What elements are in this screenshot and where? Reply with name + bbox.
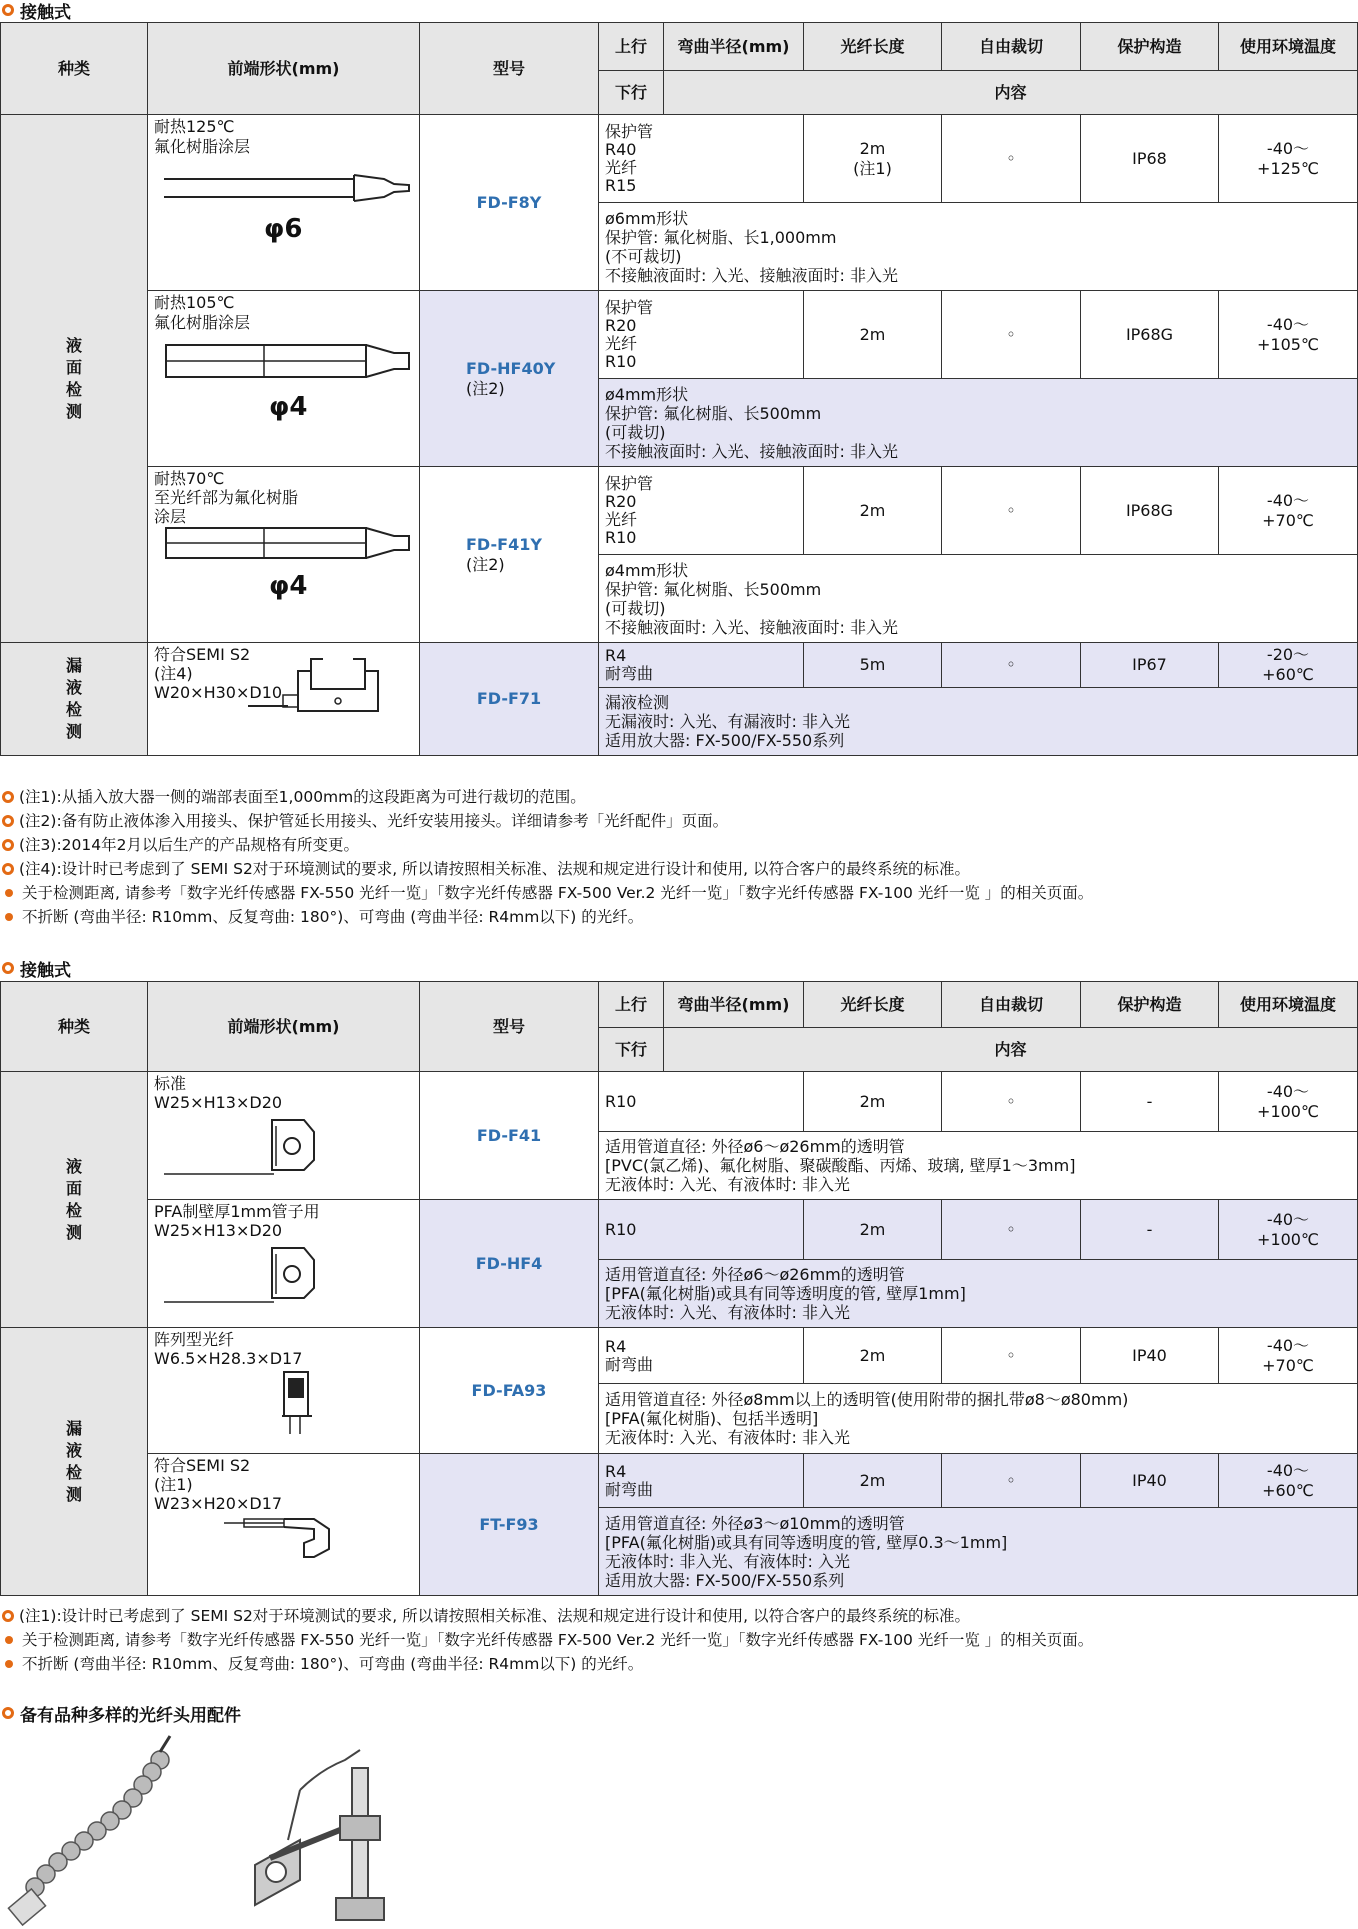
protect-cell: IP40 bbox=[1081, 1454, 1219, 1508]
header-upper: 上行 bbox=[599, 982, 664, 1028]
header-model: 型号 bbox=[420, 23, 599, 115]
fiber-accessories-illustration bbox=[0, 1730, 420, 1926]
content-cell: 适用管道直径: 外径ø8mm以上的透明管(使用附带的捆扎带ø8～ø80mm) [PFA(氟化树脂)、包括半透明] 无液体时: 入光、有液体时: 非入光 bbox=[599, 1384, 1358, 1454]
header-lower: 下行 bbox=[599, 71, 664, 115]
header-protect: 保护构造 bbox=[1081, 23, 1219, 71]
note-item: (注1):设计时已考虑到了 SEMI S2对于环境测试的要求, 所以请按照相关标准、法规和规定进行设计和使用, 以符合客户的最终系统的标准。 bbox=[0, 1604, 1093, 1628]
length-cell: 2m (注1) bbox=[804, 115, 942, 203]
shape-cell: PFA制壁厚1mm管子用 W25×H13×D20 bbox=[148, 1200, 420, 1328]
section3-title: 备有品种多样的光纤头用配件 bbox=[0, 1703, 241, 1723]
header-kind: 种类 bbox=[1, 23, 148, 115]
bend-cell: 保护管 R20 光纤 R10 bbox=[599, 291, 804, 379]
cut-cell: ◦ bbox=[942, 1328, 1081, 1384]
shape-cell: 耐热125℃ 氟化树脂涂层 φ6 bbox=[148, 115, 420, 291]
env-cell: -40～ +105℃ bbox=[1219, 291, 1358, 379]
dot-bullet-icon bbox=[5, 1660, 13, 1668]
dot-bullet-icon bbox=[5, 1636, 13, 1644]
probe-drawing-f8y bbox=[154, 157, 414, 247]
env-cell: -40～ +100℃ bbox=[1219, 1200, 1358, 1260]
bend-cell: R4 耐弯曲 bbox=[599, 643, 804, 688]
diameter-label: φ4 bbox=[269, 392, 308, 422]
header-upper: 上行 bbox=[599, 23, 664, 71]
model-fd-f71[interactable]: FD-F71 bbox=[476, 689, 542, 708]
content-cell: ø4mm形状 保护管: 氟化树脂、长500mm (可裁切) 不接触液面时: 入光、接触液面时: 非入光 bbox=[599, 379, 1358, 467]
model-cell bbox=[420, 1454, 599, 1596]
bend-cell: R4 耐弯曲 bbox=[599, 1454, 804, 1508]
model-fd-fa93[interactable]: FD-FA93 bbox=[471, 1380, 547, 1400]
length-cell: 2m bbox=[804, 1328, 942, 1384]
env-cell: -40～ +70℃ bbox=[1219, 467, 1358, 555]
model-cell bbox=[420, 1328, 599, 1454]
model-cell bbox=[420, 643, 599, 756]
note-item: 关于检测距离, 请参考「数字光纤传感器 FX-550 光纤一览」「数字光纤传感器 FX-500 Ver.2 光纤一览」「数字光纤传感器 FX-100 光纤一览 」的相关页面。 bbox=[0, 881, 1093, 905]
protect-cell: - bbox=[1081, 1200, 1219, 1260]
dot-bullet-icon bbox=[5, 913, 13, 921]
circle-bullet-icon bbox=[2, 1610, 14, 1622]
cut-cell: ◦ bbox=[942, 467, 1081, 555]
bend-cell: R10 bbox=[599, 1200, 804, 1260]
header-protect: 保护构造 bbox=[1081, 982, 1219, 1028]
bend-cell: 保护管 R40 光纤 R15 bbox=[599, 115, 804, 203]
sensor-drawing-ft-f93 bbox=[154, 1513, 354, 1573]
note-item: (注2):备有防止液体渗入用接头、保护管延长用接头、光纤安装用接头。详细请参考「光纤配件」页面。 bbox=[0, 809, 1093, 833]
section1-title: 接触式 bbox=[0, 0, 71, 20]
note-item: (注3):2014年2月以后生产的产品规格有所变更。 bbox=[0, 833, 1093, 857]
model-cell: FD-F41Y (注2) bbox=[420, 467, 599, 643]
note-item: 关于检测距离, 请参考「数字光纤传感器 FX-550 光纤一览」「数字光纤传感器 FX-500 Ver.2 光纤一览」「数字光纤传感器 FX-100 光纤一览 」的相关页面。 bbox=[0, 1628, 1093, 1652]
category-liquid: 液面检测 bbox=[1, 1072, 148, 1328]
header-bend: 弯曲半径(mm) bbox=[664, 982, 804, 1028]
model-ft-f93[interactable]: FT-F93 bbox=[479, 1514, 539, 1534]
header-shape: 前端形状(mm) bbox=[148, 23, 420, 115]
cut-cell: ◦ bbox=[942, 1200, 1081, 1260]
protect-cell: IP68G bbox=[1081, 467, 1219, 555]
category-leak: 漏液检测 bbox=[1, 1328, 148, 1596]
circle-bullet-icon bbox=[2, 1707, 14, 1719]
dot-bullet-icon bbox=[5, 889, 13, 897]
header-content: 内容 bbox=[664, 71, 1358, 115]
note-item: 不折断 (弯曲半径: R10mm、反复弯曲: 180°)、可弯曲 (弯曲半径: R4mm以下) 的光纤。 bbox=[0, 1652, 1093, 1676]
content-cell: ø4mm形状 保护管: 氟化树脂、长500mm (可裁切) 不接触液面时: 入光、接触液面时: 非入光 bbox=[599, 555, 1358, 643]
probe-drawing-hf40y bbox=[154, 333, 414, 423]
cut-cell: ◦ bbox=[942, 1454, 1081, 1508]
header-bend: 弯曲半径(mm) bbox=[664, 23, 804, 71]
bend-cell: R4 耐弯曲 bbox=[599, 1328, 804, 1384]
circle-bullet-icon bbox=[2, 4, 14, 16]
bend-cell: R10 bbox=[599, 1072, 804, 1132]
note-item: (注1):从插入放大器一侧的端部表面至1,000mm的这段距离为可进行裁切的范围。 bbox=[0, 785, 1093, 809]
header-env: 使用环境温度 bbox=[1219, 23, 1358, 71]
cut-cell: ◦ bbox=[942, 291, 1081, 379]
model-fd-f41[interactable]: FD-F41 bbox=[476, 1125, 542, 1145]
diameter-label: φ4 bbox=[269, 571, 308, 601]
model-cell bbox=[420, 115, 599, 291]
spec-table-1 bbox=[0, 22, 1358, 756]
note-item: 不折断 (弯曲半径: R10mm、反复弯曲: 180°)、可弯曲 (弯曲半径: R4mm以下) 的光纤。 bbox=[0, 905, 1093, 929]
env-cell: -40～ +60℃ bbox=[1219, 1454, 1358, 1508]
cut-cell: ◦ bbox=[942, 643, 1081, 688]
model-fd-f8y[interactable]: FD-F8Y bbox=[476, 192, 542, 212]
header-length: 光纤长度 bbox=[804, 23, 942, 71]
header-length: 光纤长度 bbox=[804, 982, 942, 1028]
shape-cell: 耐热105℃ 氟化树脂涂层 φ4 bbox=[148, 291, 420, 467]
env-cell: -40～ +125℃ bbox=[1219, 115, 1358, 203]
shape-cell: 符合SEMI S2 (注4) W20×H30×D10 bbox=[148, 643, 420, 756]
header-kind: 种类 bbox=[1, 982, 148, 1072]
length-cell: 5m bbox=[804, 643, 942, 688]
circle-bullet-icon bbox=[2, 839, 14, 851]
cut-cell: ◦ bbox=[942, 115, 1081, 203]
model-fd-hf40y[interactable]: FD-HF40Y bbox=[466, 358, 556, 378]
length-cell: 2m bbox=[804, 1200, 942, 1260]
model-fd-hf4[interactable]: FD-HF4 bbox=[475, 1253, 543, 1273]
content-cell: 适用管道直径: 外径ø6～ø26mm的透明管 [PFA(氟化树脂)或具有同等透明度的管, 壁厚1mm] 无液体时: 入光、有液体时: 非入光 bbox=[599, 1260, 1358, 1328]
sensor-drawing-f71 bbox=[283, 651, 413, 737]
protect-cell: IP40 bbox=[1081, 1328, 1219, 1384]
category-leak: 漏液检测 bbox=[1, 643, 148, 756]
protect-cell: IP67 bbox=[1081, 643, 1219, 688]
model-fd-f41y[interactable]: FD-F41Y bbox=[466, 534, 542, 554]
sensor-drawing-fa93 bbox=[154, 1368, 354, 1438]
length-cell: 2m bbox=[804, 291, 942, 379]
probe-drawing-f41y bbox=[154, 526, 414, 600]
protect-cell: IP68G bbox=[1081, 291, 1219, 379]
env-cell: -20～ +60℃ bbox=[1219, 643, 1358, 688]
protect-cell: - bbox=[1081, 1072, 1219, 1132]
length-cell: 2m bbox=[804, 467, 942, 555]
header-model: 型号 bbox=[420, 982, 599, 1072]
env-cell: -40～ +70℃ bbox=[1219, 1328, 1358, 1384]
circle-bullet-icon bbox=[2, 791, 14, 803]
model-cell: FD-HF40Y (注2) bbox=[420, 291, 599, 467]
circle-bullet-icon bbox=[2, 863, 14, 875]
notes-2 bbox=[0, 1604, 1093, 1676]
spec-table-2 bbox=[0, 981, 1358, 1596]
header-content: 内容 bbox=[664, 1028, 1358, 1072]
sensor-drawing-f41 bbox=[154, 1112, 354, 1182]
bend-cell: 保护管 R20 光纤 R10 bbox=[599, 467, 804, 555]
length-cell: 2m bbox=[804, 1072, 942, 1132]
notes-1 bbox=[0, 785, 1093, 929]
diameter-label: φ6 bbox=[264, 214, 303, 244]
header-cut: 自由裁切 bbox=[942, 23, 1081, 71]
category-liquid: 液面检测 bbox=[1, 115, 148, 643]
env-cell: -40～ +100℃ bbox=[1219, 1072, 1358, 1132]
header-env: 使用环境温度 bbox=[1219, 982, 1358, 1028]
header-lower: 下行 bbox=[599, 1028, 664, 1072]
circle-bullet-icon bbox=[2, 962, 14, 974]
shape-cell: 阵列型光纤 W6.5×H28.3×D17 bbox=[148, 1328, 420, 1454]
section2-title: 接触式 bbox=[0, 958, 71, 978]
shape-cell: 耐热70℃ 至光纤部为氟化树脂 涂层 φ4 bbox=[148, 467, 420, 643]
circle-bullet-icon bbox=[2, 815, 14, 827]
sensor-drawing-hf4 bbox=[154, 1240, 354, 1310]
content-cell: 适用管道直径: 外径ø6～ø26mm的透明管 [PVC(氯乙烯)、氟化树脂、聚碳酸酯、丙烯、玻璃, 壁厚1～3mm] 无液体时: 入光、有液体时: 非入光 bbox=[599, 1132, 1358, 1200]
content-cell: ø6mm形状 保护管: 氟化树脂、长1,000mm (不可裁切) 不接触液面时: 入光、接触液面时: 非入光 bbox=[599, 203, 1358, 291]
length-cell: 2m bbox=[804, 1454, 942, 1508]
shape-cell: 标准 W25×H13×D20 bbox=[148, 1072, 420, 1200]
model-cell bbox=[420, 1200, 599, 1328]
content-cell: 适用管道直径: 外径ø3～ø10mm的透明管 [PFA(氟化树脂)或具有同等透明度的管, 壁厚0.3～1mm] 无液体时: 非入光、有液体时: 入光 适用放大器: FX-500/FX-550系列 bbox=[599, 1508, 1358, 1596]
cable-icon bbox=[248, 703, 288, 709]
model-cell bbox=[420, 1072, 599, 1200]
content-cell: 漏液检测 无漏液时: 入光、有漏液时: 非入光 适用放大器: FX-500/FX-550系列 bbox=[599, 688, 1358, 756]
cut-cell: ◦ bbox=[942, 1072, 1081, 1132]
protect-cell: IP68 bbox=[1081, 115, 1219, 203]
header-cut: 自由裁切 bbox=[942, 982, 1081, 1028]
header-shape: 前端形状(mm) bbox=[148, 982, 420, 1072]
shape-cell: 符合SEMI S2 (注1) W23×H20×D17 bbox=[148, 1454, 420, 1596]
note-item: (注4):设计时已考虑到了 SEMI S2对于环境测试的要求, 所以请按照相关标准、法规和规定进行设计和使用, 以符合客户的最终系统的标准。 bbox=[0, 857, 1093, 881]
